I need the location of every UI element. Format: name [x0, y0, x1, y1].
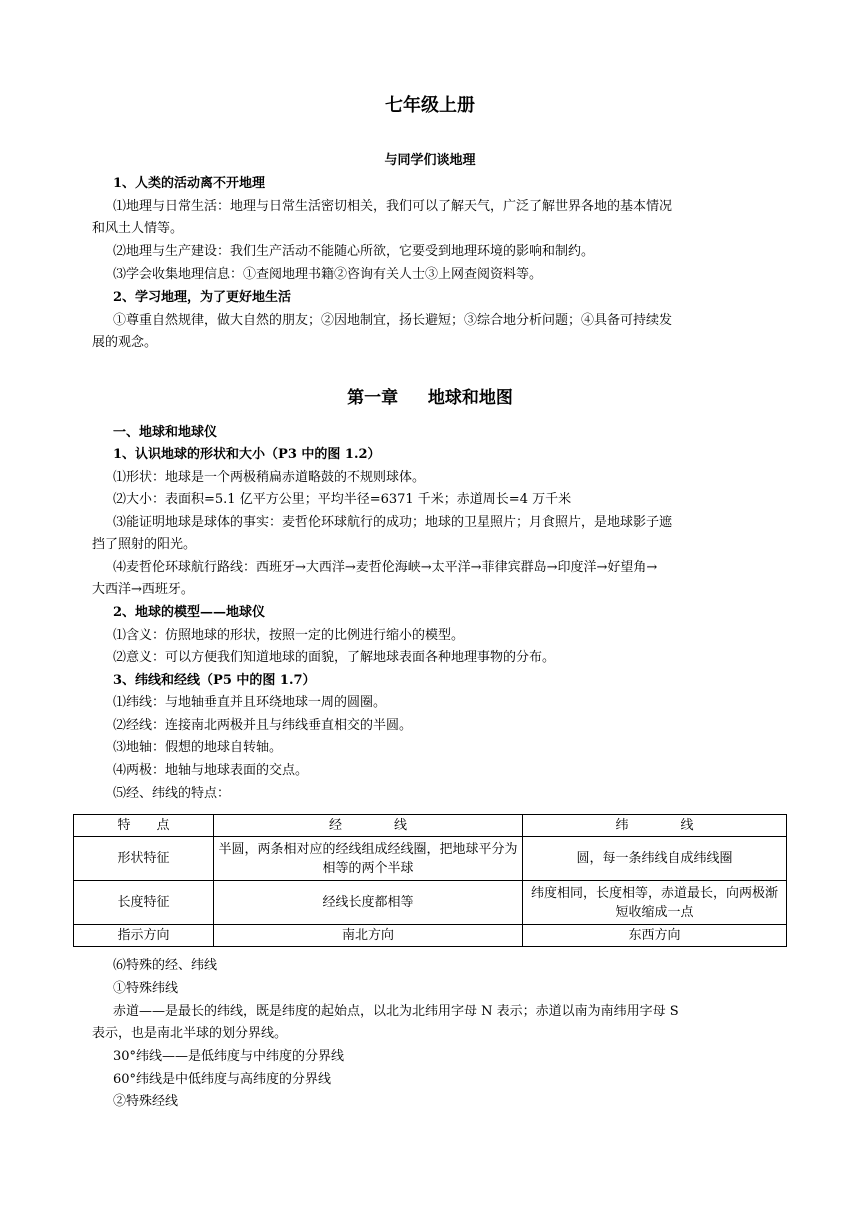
table-cell: 形状特征 — [74, 837, 214, 881]
table-header-cell: 经 线 — [214, 815, 523, 837]
chapter-name: 地球和地图 — [427, 388, 513, 408]
s3-paragraph-1: ⑴纬线：与地轴垂直并且环绕地球一周的圆圈。 — [113, 695, 387, 710]
parallel-60-paragraph: 60°纬线是中低纬度与高纬度的分界线 — [113, 1072, 332, 1087]
intro-s2-paragraph-1: ①尊重自然规律，做大自然的朋友；②因地制宜，扬长避短；③综合地分析问题；④具备可持续发 — [113, 313, 673, 328]
table-cell: 南北方向 — [214, 925, 523, 947]
equator-paragraph: 赤道——是最长的纬线，既是纬度的起始点，以北为北纬用字母 N 表示；赤道以南为南纬用字母 S — [113, 1004, 679, 1019]
intro-section-2-heading: 2、学习地理，为了更好地生活 — [113, 290, 292, 305]
equator-paragraph-cont: 表示，也是南北半球的划分界线。 — [92, 1026, 288, 1041]
intro-section-1-heading: 1、人类的活动离不开地理 — [113, 176, 266, 191]
document-title: 七年级上册 — [385, 95, 475, 116]
s3-paragraph-4: ⑷两极：地轴与地球表面的交点。 — [113, 763, 309, 778]
s1-paragraph-2: ⑵大小：表面积=5.1 亿平方公里；平均半径=6371 千米；赤道周长=4 万千米 — [113, 492, 572, 507]
table-cell: 经线长度都相等 — [214, 881, 523, 925]
table-row — [74, 837, 787, 881]
table-header-cell: 纬 线 — [523, 815, 787, 837]
s1-paragraph-4-cont: 大西洋→西班牙。 — [92, 582, 194, 597]
table-cell: 圆，每一条纬线自成纬线圈 — [523, 837, 787, 881]
table-header-row — [74, 815, 787, 837]
special-parallels-heading: ①特殊纬线 — [113, 981, 179, 996]
table-row — [74, 925, 787, 947]
s3-paragraph-6: ⑹特殊的经、纬线 — [113, 958, 218, 973]
intro-s2-paragraph-1-cont: 展的观念。 — [92, 335, 158, 350]
table-cell: 半圆，两条相对应的经线组成经线圈，把地球平分为相等的两个半球 — [214, 837, 523, 881]
table-cell: 东西方向 — [523, 925, 787, 947]
table-cell: 指示方向 — [74, 925, 214, 947]
s3-paragraph-2: ⑵经线：连接南北两极并且与纬线垂直相交的半圆。 — [113, 718, 413, 733]
table-row — [74, 881, 787, 925]
section-1-heading: 1、认识地球的形状和大小（P3 中的图 1.2） — [113, 447, 381, 462]
parallel-30-paragraph: 30°纬线——是低纬度与中纬度的分界线 — [113, 1049, 345, 1064]
table-header-cell: 特 点 — [74, 815, 214, 837]
intro-s1-paragraph-3: ⑶学会收集地理信息：①查阅地理书籍②咨询有关人士③上网查阅资料等。 — [113, 267, 543, 282]
s3-paragraph-5: ⑸经、纬线的特点： — [113, 786, 231, 801]
meridian-parallel-table — [73, 814, 787, 947]
intro-title: 与同学们谈地理 — [384, 153, 476, 168]
intro-s1-paragraph-1-cont: 和风土人情等。 — [92, 221, 184, 236]
s2-paragraph-1: ⑴含义：仿照地球的形状，按照一定的比例进行缩小的模型。 — [113, 628, 465, 643]
s1-paragraph-1: ⑴形状：地球是一个两极稍扁赤道略鼓的不规则球体。 — [113, 470, 426, 485]
section-2-heading: 2、地球的模型——地球仪 — [113, 605, 266, 620]
section-3-heading: 3、纬线和经线（P5 中的图 1.7） — [113, 673, 316, 688]
chapter-title — [0, 386, 860, 410]
special-meridians-heading: ②特殊经线 — [113, 1094, 179, 1109]
s1-paragraph-4: ⑷麦哲伦环球航行路线：西班牙→大西洋→麦哲伦海峡→太平洋→菲律宾群岛→印度洋→好望角→ — [113, 560, 658, 575]
part-1-heading: 一、地球和地球仪 — [113, 425, 218, 440]
table-cell: 长度特征 — [74, 881, 214, 925]
table-cell: 纬度相同，长度相等，赤道最长，向两极渐短收缩成一点 — [523, 881, 787, 925]
intro-s1-paragraph-1: ⑴地理与日常生活：地理与日常生活密切相关，我们可以了解天气，广泛了解世界各地的基本情况 — [113, 199, 673, 214]
intro-s1-paragraph-2: ⑵地理与生产建设：我们生产活动不能随心所欲，它要受到地理环境的影响和制约。 — [113, 244, 595, 259]
chapter-number: 第一章 — [347, 388, 399, 408]
s1-paragraph-3: ⑶能证明地球是球体的事实：麦哲伦环球航行的成功；地球的卫星照片；月食照片，是地球影子遮 — [113, 515, 673, 530]
s2-paragraph-2: ⑵意义：可以方便我们知道地球的面貌，了解地球表面各种地理事物的分布。 — [113, 650, 556, 665]
s1-paragraph-3-cont: 挡了照射的阳光。 — [92, 537, 197, 552]
s3-paragraph-3: ⑶地轴：假想的地球自转轴。 — [113, 740, 283, 755]
